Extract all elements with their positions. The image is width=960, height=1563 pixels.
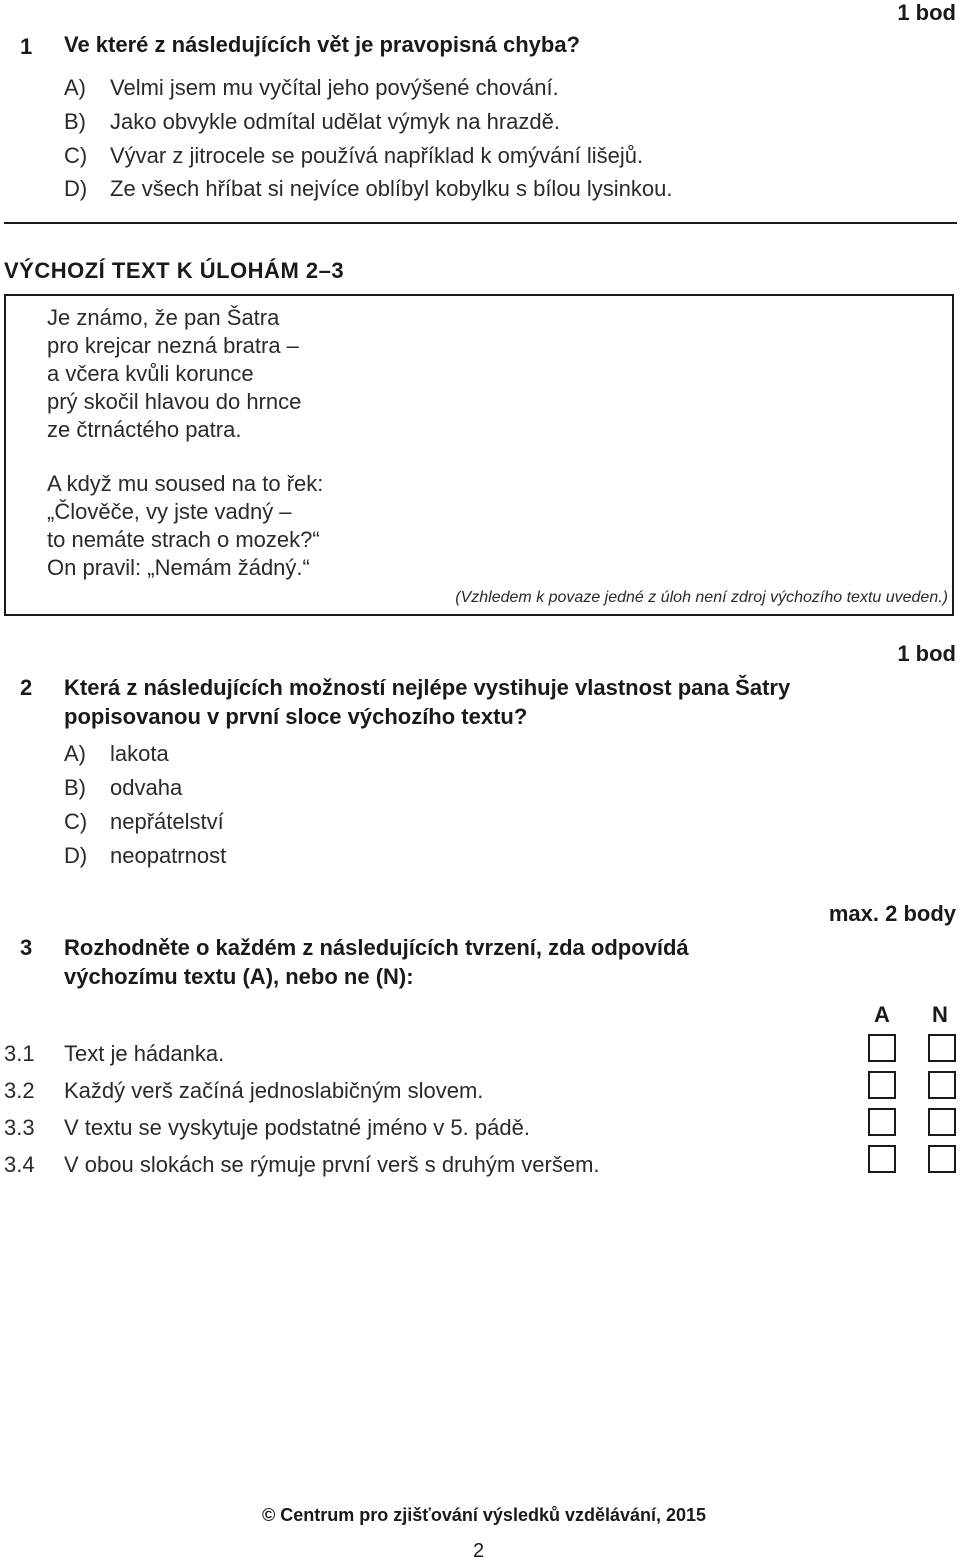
poem-line: pro krejcar nezná bratra –: [47, 333, 299, 358]
checkbox-3-4-a[interactable]: [868, 1145, 896, 1173]
q2-option-b-letter: B): [64, 775, 86, 800]
q1-option-c-letter: C): [64, 143, 88, 168]
checkbox-3-2-a[interactable]: [868, 1071, 896, 1099]
q2-option-c-text: nepřátelství: [110, 809, 224, 834]
checkbox-3-3-n[interactable]: [928, 1108, 956, 1136]
q2-number: 2: [20, 675, 33, 700]
q1-option-d-letter: D): [64, 176, 88, 201]
q2-option-d-letter: D): [64, 843, 88, 868]
poem-line: Je známo, že pan Šatra: [47, 305, 280, 330]
q1-option-b-letter: B): [64, 109, 86, 134]
column-a-header: A: [874, 1002, 890, 1027]
checkbox-3-3-a[interactable]: [868, 1108, 896, 1136]
q2-option-a-letter: A): [64, 741, 86, 766]
footer-copyright: © Centrum pro zjišťování výsledků vzdělávání, 2015: [262, 1505, 707, 1525]
poem-line: ze čtrnáctého patra.: [47, 417, 242, 442]
statement-number: 3.3: [4, 1115, 35, 1140]
q2-option-d-text: neopatrnost: [110, 843, 227, 868]
q2-question: [64, 673, 790, 731]
poem-line: a včera kvůli korunce: [47, 361, 254, 386]
q2-option-a-text: lakota: [110, 741, 169, 766]
checkbox-3-1-a[interactable]: [868, 1034, 896, 1062]
poem-line: prý skočil hlavou do hrnce: [47, 389, 302, 414]
page-number: 2: [473, 1540, 485, 1562]
source-note: (Vzhledem k povaze jedné z úloh není zdroj výchozího textu uveden.): [455, 589, 948, 606]
source-text-heading: VÝCHOZÍ TEXT K ÚLOHÁM 2–3: [4, 258, 345, 283]
poem-stanza-2: [47, 470, 323, 582]
q2-option-b-text: odvaha: [110, 775, 183, 800]
poem-line: „Člověče, vy jste vadný –: [47, 499, 292, 524]
q1-number: 1: [20, 34, 33, 59]
q3-question: [64, 933, 689, 991]
checkbox-3-4-n[interactable]: [928, 1145, 956, 1173]
q2-points: 1 bod: [897, 641, 956, 666]
q1-points: 1 bod: [897, 0, 956, 25]
statement-text: V textu se vyskytuje podstatné jméno v 5. pádě.: [64, 1115, 530, 1140]
q2-question-line: popisovanou v první sloce výchozího textu?: [64, 704, 528, 729]
poem-stanza-1: [47, 304, 301, 444]
q1-question: Ve které z následujících vět je pravopisná chyba?: [64, 32, 580, 57]
statement-number: 3.2: [4, 1078, 35, 1103]
checkbox-3-2-n[interactable]: [928, 1071, 956, 1099]
q1-option-b-text: Jako obvykle odmítal udělat výmyk na hrazdě.: [110, 109, 561, 134]
column-n-header: N: [932, 1002, 948, 1027]
statement-text: Každý verš začíná jednoslabičným slovem.: [64, 1078, 484, 1103]
q1-option-a-text: Velmi jsem mu vyčítal jeho povýšené chování.: [110, 75, 559, 100]
q3-question-line: výchozímu textu (A), nebo ne (N):: [64, 964, 414, 989]
checkbox-3-1-n[interactable]: [928, 1034, 956, 1062]
statement-number: 3.1: [4, 1041, 35, 1066]
section-divider: [4, 222, 957, 224]
q1-option-d-text: Ze všech hříbat si nejvíce oblíbyl kobylku s bílou lysinkou.: [110, 176, 673, 201]
statement-text: Text je hádanka.: [64, 1041, 225, 1066]
q3-points: max. 2 body: [828, 901, 956, 926]
statement-number: 3.4: [4, 1152, 35, 1177]
statement-text: V obou slokách se rýmuje první verš s druhým veršem.: [64, 1152, 600, 1177]
q3-number: 3: [20, 935, 33, 960]
poem-line: to nemáte strach o mozek?“: [47, 527, 320, 552]
poem-line: On pravil: „Nemám žádný.“: [47, 555, 310, 580]
q3-question-line: Rozhodněte o každém z následujících tvrzení, zda odpovídá: [64, 935, 689, 960]
q1-option-a-letter: A): [64, 75, 86, 100]
q2-question-line: Která z následujících možností nejlépe vystihuje vlastnost pana Šatry: [64, 675, 791, 700]
poem-line: A když mu soused na to řek:: [47, 471, 324, 496]
q2-option-c-letter: C): [64, 809, 88, 834]
q1-option-c-text: Vývar z jitrocele se používá například k omývání lišejů.: [110, 143, 644, 168]
